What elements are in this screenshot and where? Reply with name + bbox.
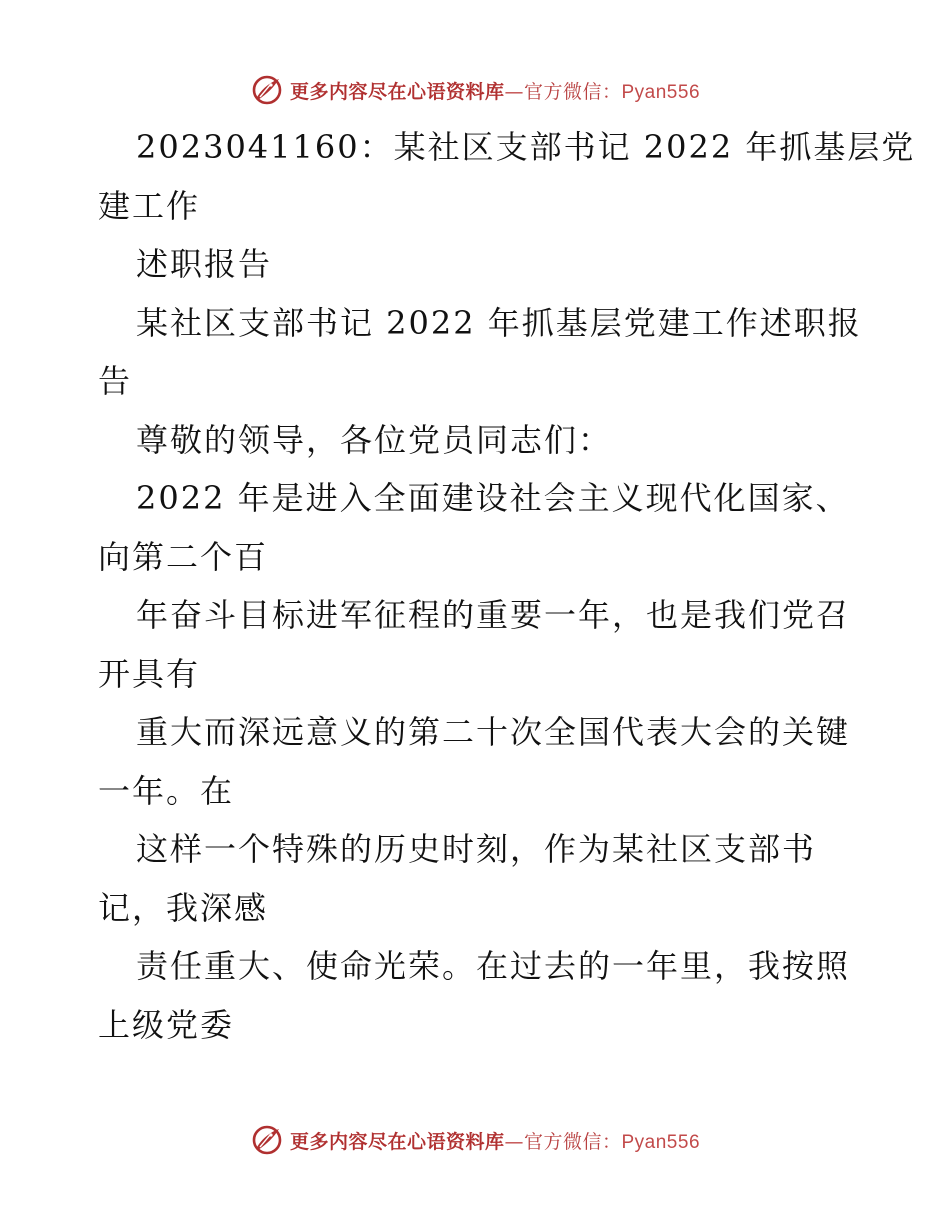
header-banner [0, 70, 950, 110]
document-line: 重大而深远意义的第二十次全国代表大会的关键 [136, 713, 851, 751]
document-body [98, 118, 916, 1054]
header-banner-text [290, 77, 700, 104]
footer-dash: — [504, 1130, 524, 1153]
header-dash: — [504, 80, 524, 103]
document-line: 上级党委 [98, 1005, 235, 1044]
document-line: 建工作 [98, 186, 201, 225]
header-site-name: 更多内容尽在心语资料库 [289, 80, 505, 103]
pen-nib-logo-icon [250, 1123, 284, 1157]
document-line: 责任重大、使命光荣。在过去的一年里，我按照 [136, 947, 851, 985]
document-line: 2023041160：某社区支部书记 2022 年抓基层党 [136, 128, 916, 166]
pen-nib-logo-icon [250, 73, 284, 107]
document-line: 一年。在 [98, 771, 235, 810]
footer-wechat-id: Pyan556 [621, 1131, 701, 1153]
document-line: 尊敬的领导，各位党员同志们： [136, 420, 613, 459]
header-wechat-id: Pyan556 [621, 81, 701, 103]
document-line: 这样一个特殊的历史时刻，作为某社区支部书 [136, 830, 817, 868]
footer-site-name: 更多内容尽在心语资料库 [289, 1130, 505, 1153]
document-line: 记，我深感 [98, 888, 269, 927]
document-line: 2022 年是进入全面建设社会主义现代化国家、 [136, 479, 850, 517]
document-line: 告 [98, 362, 133, 400]
footer-banner-text [290, 1127, 700, 1154]
header-wechat-label: 官方微信： [523, 80, 622, 103]
document-line: 向第二个百 [98, 537, 269, 576]
document-line: 年奋斗目标进军征程的重要一年，也是我们党召 [136, 596, 851, 634]
footer-banner [0, 1120, 950, 1160]
footer-wechat-label: 官方微信： [523, 1130, 622, 1153]
document-line: 述职报告 [136, 245, 273, 283]
document-line: 某社区支部书记 2022 年抓基层党建工作述职报 [136, 303, 862, 342]
document-line: 开具有 [98, 654, 201, 693]
